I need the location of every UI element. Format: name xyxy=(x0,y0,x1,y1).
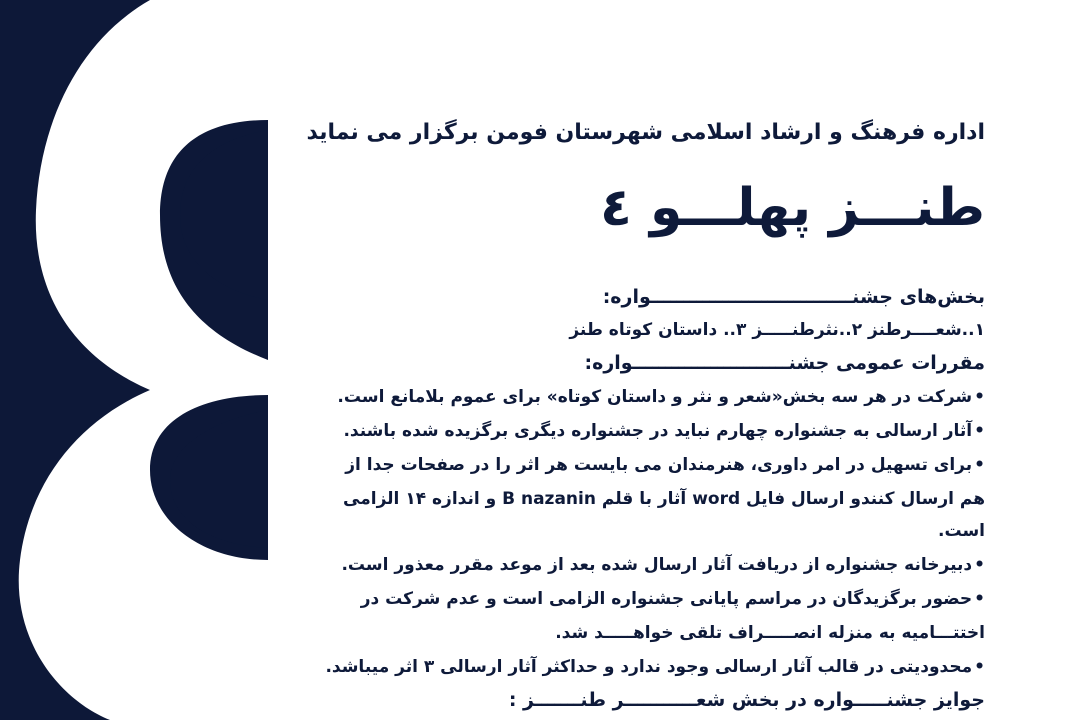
rule-item: • محدودیتی در قالب آثار ارسالی وجود ندارد و حداکثر آثار ارسالی ٣ اثر میباشد. xyxy=(325,657,985,677)
categories-list: ١..شعــــرطنز ٢..نثرطنـــــز ٣.. داستان کوتاه طنز xyxy=(569,320,985,340)
festival-title: طنـــز پهلـــو ٤ xyxy=(600,178,985,238)
festival-logo-shape xyxy=(0,0,268,720)
rules-heading: مقررات عمومی جشنــــــــــــــــــــــــواره: xyxy=(584,352,985,374)
rule-item-continued: اختتـــامیه به منزله انصـــــراف تلقی خواهـــــد شد. xyxy=(555,623,985,643)
rule-item: • برای تسهیل در امر داوری، هنرمندان می بایست هر اثر را در صفحات جدا از xyxy=(345,455,985,475)
prizes-heading: جوایز جشنـــــواره در بخش شعـــــــــــر طنـــــــز : xyxy=(508,689,985,711)
rule-item-continued: است. xyxy=(938,521,985,541)
rule-item-continued: هم ارسال کنندو ارسال فایل word آثار با قلم B nazanin و اندازه ١۴ الزامی xyxy=(343,489,985,509)
rule-item: • آثار ارسالی به جشنواره چهارم نباید در جشنواره دیگری برگزیده شده باشند. xyxy=(343,421,985,441)
rule-item: • دبیرخانه جشنواره از دریافت آثار ارسال شده بعد از موعد مقرر معذور است. xyxy=(341,555,985,575)
logo-panel xyxy=(0,0,268,720)
categories-heading: بخش‌های جشنـــــــــــــــــــــــــــــــواره: xyxy=(602,286,985,308)
rule-item: • حضور برگزیدگان در مراسم پایانی جشنواره الزامی است و عدم شرکت در xyxy=(361,589,985,609)
poster-content xyxy=(285,0,985,720)
rule-item: • شرکت در هر سه بخش«شعر و نثر و داستان کوتاه» برای عموم بلامانع است. xyxy=(337,387,985,407)
organizer-header: اداره فرهنگ و ارشاد اسلامی شهرستان فومن برگزار می نماید xyxy=(306,120,985,145)
